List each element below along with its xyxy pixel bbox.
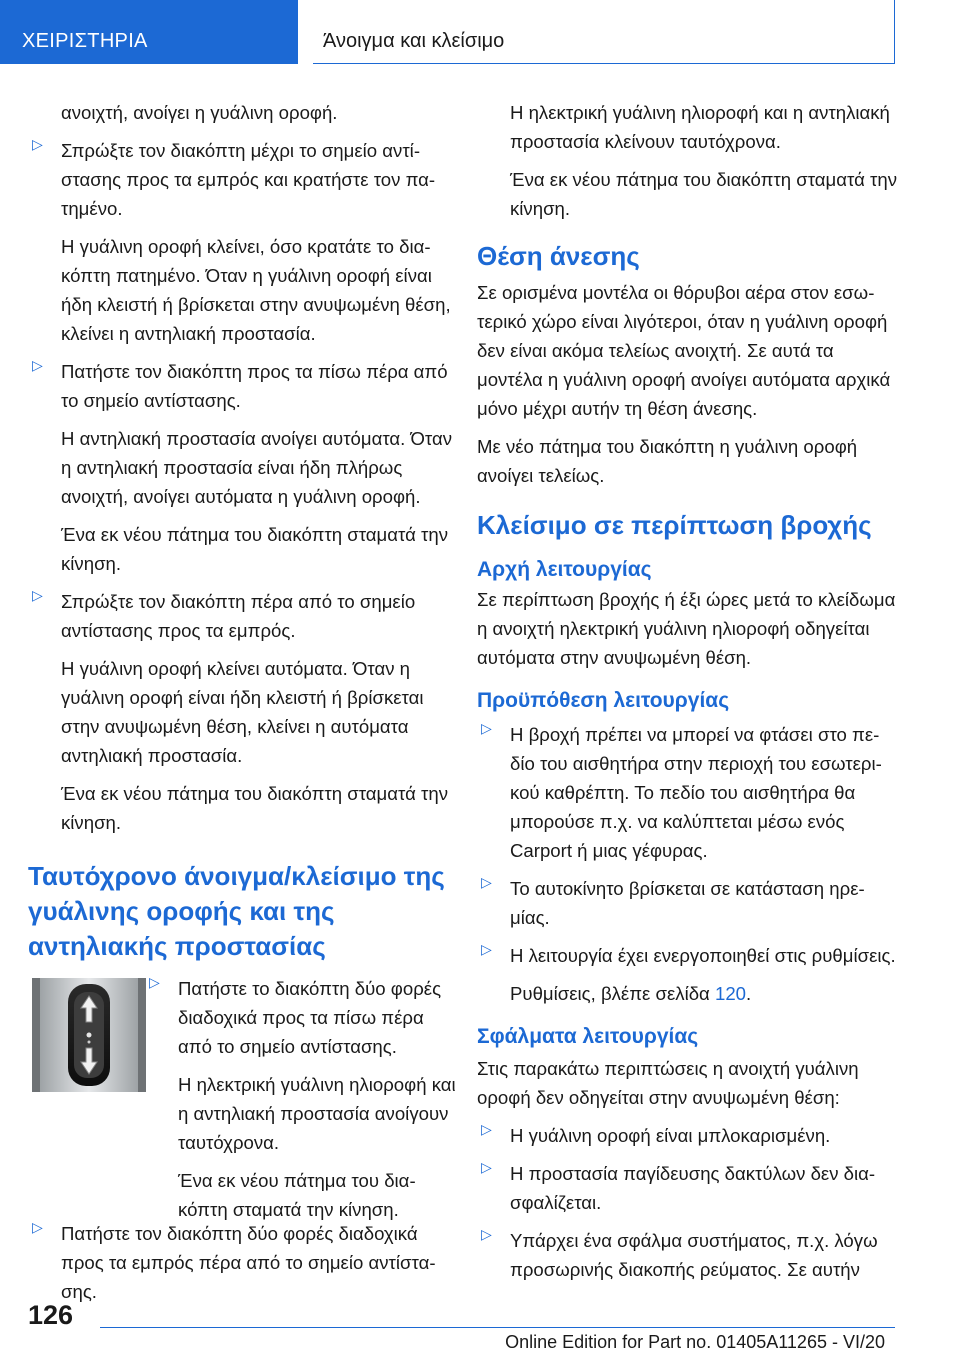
period: . bbox=[746, 983, 752, 1004]
triangle-right-icon: ▷ bbox=[32, 1219, 43, 1235]
roof-switch-photo bbox=[32, 978, 146, 1092]
paragraph: Η ηλεκτρική γυάλινη ηλιοροφή και η αντηλιακή προστασία κλείνουν ταυτόχρονα. bbox=[510, 102, 890, 152]
list-item bbox=[28, 587, 458, 645]
section-heading: Ταυτόχρονο άνοιγμα/κλείσιμο της γυάλινης οροφής και της αντηλιακής προστασίας bbox=[28, 861, 445, 961]
paragraph: Στις παρακάτω περιπτώσεις η ανοιχτή γυάλινη οροφή δεν οδηγείται στην ανυψωμένη θέση: bbox=[477, 1058, 859, 1108]
edition-text: Online Edition for Part no. 01405A11265 - VI/20 bbox=[505, 1332, 885, 1352]
right-column bbox=[477, 98, 897, 1293]
paragraph: Ένα εκ νέου πάτημα του διακόπτη σταματά την κίνηση. bbox=[510, 169, 898, 219]
list-item-text: Πατήστε τον διακόπτη προς τα πίσω πέρα από το σημείο αντίστασης. bbox=[61, 361, 448, 411]
list-item-text: Σπρώξτε τον διακόπτη μέχρι το σημείο αντίστασης προς τα εμπρός και κρατήστε τον πατημένο. bbox=[61, 140, 436, 219]
paragraph: Ένα εκ νέου πάτημα του διακόπτη σταματά την κίνηση. bbox=[178, 1170, 416, 1220]
image-block bbox=[28, 974, 458, 1219]
paragraph: Σε ορισμένα μοντέλα οι θόρυβοι αέρα στον εσωτερικό χώρο είναι λιγότεροι, όταν η γυάλινη οροφή δεν είναι ακόμα τελείως ανοιχτή. Σε αυτά τα μοντέλα η γυάλινη οροφή ανοίγει αυτόματα αρχικά μόνο μέχρι αυτήν τη θέση άνεσης. bbox=[477, 282, 891, 419]
triangle-right-icon: ▷ bbox=[481, 941, 492, 957]
triangle-right-icon: ▷ bbox=[481, 720, 492, 736]
header-chapter-box bbox=[313, 0, 895, 64]
list-item bbox=[477, 1226, 897, 1284]
paragraph: Σε περίπτωση βροχής ή έξι ώρες μετά το κλείδωμα η ανοιχτή ηλεκτρική γυάλινη ηλιοροφή οδηγείται αυτόματα στην ανυψωμένη θέση. bbox=[477, 589, 896, 668]
list-item-text: Πατήστε τον διακόπτη δύο φορές διαδοχικά προς τα εμπρός πέρα από το σημείο αντίστασης. bbox=[61, 1223, 436, 1302]
triangle-right-icon: ▷ bbox=[32, 587, 43, 603]
paragraph: Η αντηλιακή προστασία ανοίγει αυτόματα. Όταν η αντηλιακή προστασία είναι ήδη πλήρως ανοιχτή, ανοίγει αυτόματα η γυάλινη οροφή. bbox=[61, 428, 453, 507]
list-item bbox=[477, 1121, 897, 1150]
list-item-text: Η προστασία παγίδευσης δακτύλων δεν διασφαλίζεται. bbox=[510, 1163, 876, 1213]
list-item bbox=[477, 1159, 897, 1217]
footer-bar bbox=[100, 1328, 895, 1362]
paragraph: Ένα εκ νέου πάτημα του διακόπτη σταματά την κίνηση. bbox=[61, 783, 449, 833]
triangle-right-icon: ▷ bbox=[481, 1159, 492, 1175]
header-section-title: ΧΕΙΡΙΣΤΗΡΙΑ bbox=[22, 30, 148, 52]
list-item bbox=[477, 720, 897, 865]
list-item bbox=[28, 357, 458, 415]
list-item bbox=[477, 941, 897, 970]
subsection-heading: Προϋπόθεση λειτουργίας bbox=[477, 689, 730, 712]
list-item-text: Η βροχή πρέπει να μπορεί να φτάσει στο πεδίο του αισθητήρα στην περιοχή του εσωτερικού καθρέπτη. Το πεδίο του αισθητήρα θα μπορούσε π.χ. να καλύπτεται μέσω ενός Carport ή μιας γέφυρας. bbox=[510, 724, 882, 861]
list-item bbox=[477, 874, 897, 932]
subsection-heading: Σφάλματα λειτουργίας bbox=[477, 1025, 699, 1048]
left-column bbox=[28, 98, 458, 1315]
paragraph: Η ηλεκτρική γυάλινη ηλιοροφή και η αντηλιακή προστασία ανοίγουν ταυτόχρονα. bbox=[178, 1074, 456, 1153]
triangle-right-icon: ▷ bbox=[481, 1121, 492, 1137]
list-item bbox=[145, 974, 458, 1061]
triangle-right-icon: ▷ bbox=[32, 357, 43, 373]
section-heading: Θέση άνεσης bbox=[477, 241, 640, 271]
list-item-text: Πατήστε το διακόπτη δύο φορές διαδοχικά προς τα πίσω πέρα από το σημείο αντίστασης. bbox=[178, 978, 442, 1057]
paragraph: ανοιχτή, ανοίγει η γυάλινη οροφή. bbox=[61, 102, 338, 123]
page-number: 126 bbox=[28, 1300, 74, 1330]
subsection-heading: Αρχή λειτουργίας bbox=[477, 558, 652, 581]
paragraph: Με νέο πάτημα του διακόπτη η γυάλινη οροφή ανοίγει τελείως. bbox=[477, 436, 858, 486]
list-item bbox=[28, 136, 458, 223]
paragraph bbox=[477, 979, 897, 1008]
paragraph: Η γυάλινη οροφή κλείνει αυτόματα. Όταν η γυάλινη οροφή είναι ήδη κλειστή ή βρίσκεται στην ανυψωμένη θέση, κλείνει η αυτόματα αντηλιακή προστασία. bbox=[61, 658, 424, 766]
triangle-right-icon: ▷ bbox=[149, 974, 160, 990]
list-item-text: Υπάρχει ένα σφάλμα συστήματος, π.χ. λόγω προσωρινής διακοπής ρεύματος. Σε αυτήν bbox=[510, 1230, 878, 1280]
page-link[interactable]: 120 bbox=[714, 983, 747, 1004]
header-chapter-title: Άνοιγμα και κλείσιμο bbox=[323, 30, 505, 52]
list-item-text: Σπρώξτε τον διακόπτη πέρα από το σημείο αντίστασης προς τα εμπρός. bbox=[61, 591, 416, 641]
triangle-right-icon: ▷ bbox=[32, 136, 43, 152]
settings-ref-text: Ρυθμίσεις, βλέπε σελίδα bbox=[510, 983, 710, 1004]
header-section-tab bbox=[0, 0, 298, 64]
paragraph: Η γυάλινη οροφή κλείνει, όσο κρατάτε το διακόπτη πατημένο. Όταν η γυάλινη οροφή είναι ήδη κλειστή ή βρίσκεται στην ανυψωμένη θέση, κλείνει η αντηλιακή προστασία. bbox=[61, 236, 451, 344]
section-heading: Κλείσιμο σε περίπτωση βροχής bbox=[477, 510, 872, 540]
triangle-right-icon: ▷ bbox=[481, 1226, 492, 1242]
list-item-text: Το αυτοκίνητο βρίσκεται σε κατάσταση ηρεμίας. bbox=[510, 878, 865, 928]
list-item bbox=[28, 1219, 458, 1306]
list-item-text: Η λειτουργία έχει ενεργοποιηθεί στις ρυθμίσεις. bbox=[510, 945, 896, 966]
paragraph: Ένα εκ νέου πάτημα του διακόπτη σταματά την κίνηση. bbox=[61, 524, 449, 574]
triangle-right-icon: ▷ bbox=[481, 874, 492, 890]
list-item-text: Η γυάλινη οροφή είναι μπλοκαρισμένη. bbox=[510, 1125, 831, 1146]
